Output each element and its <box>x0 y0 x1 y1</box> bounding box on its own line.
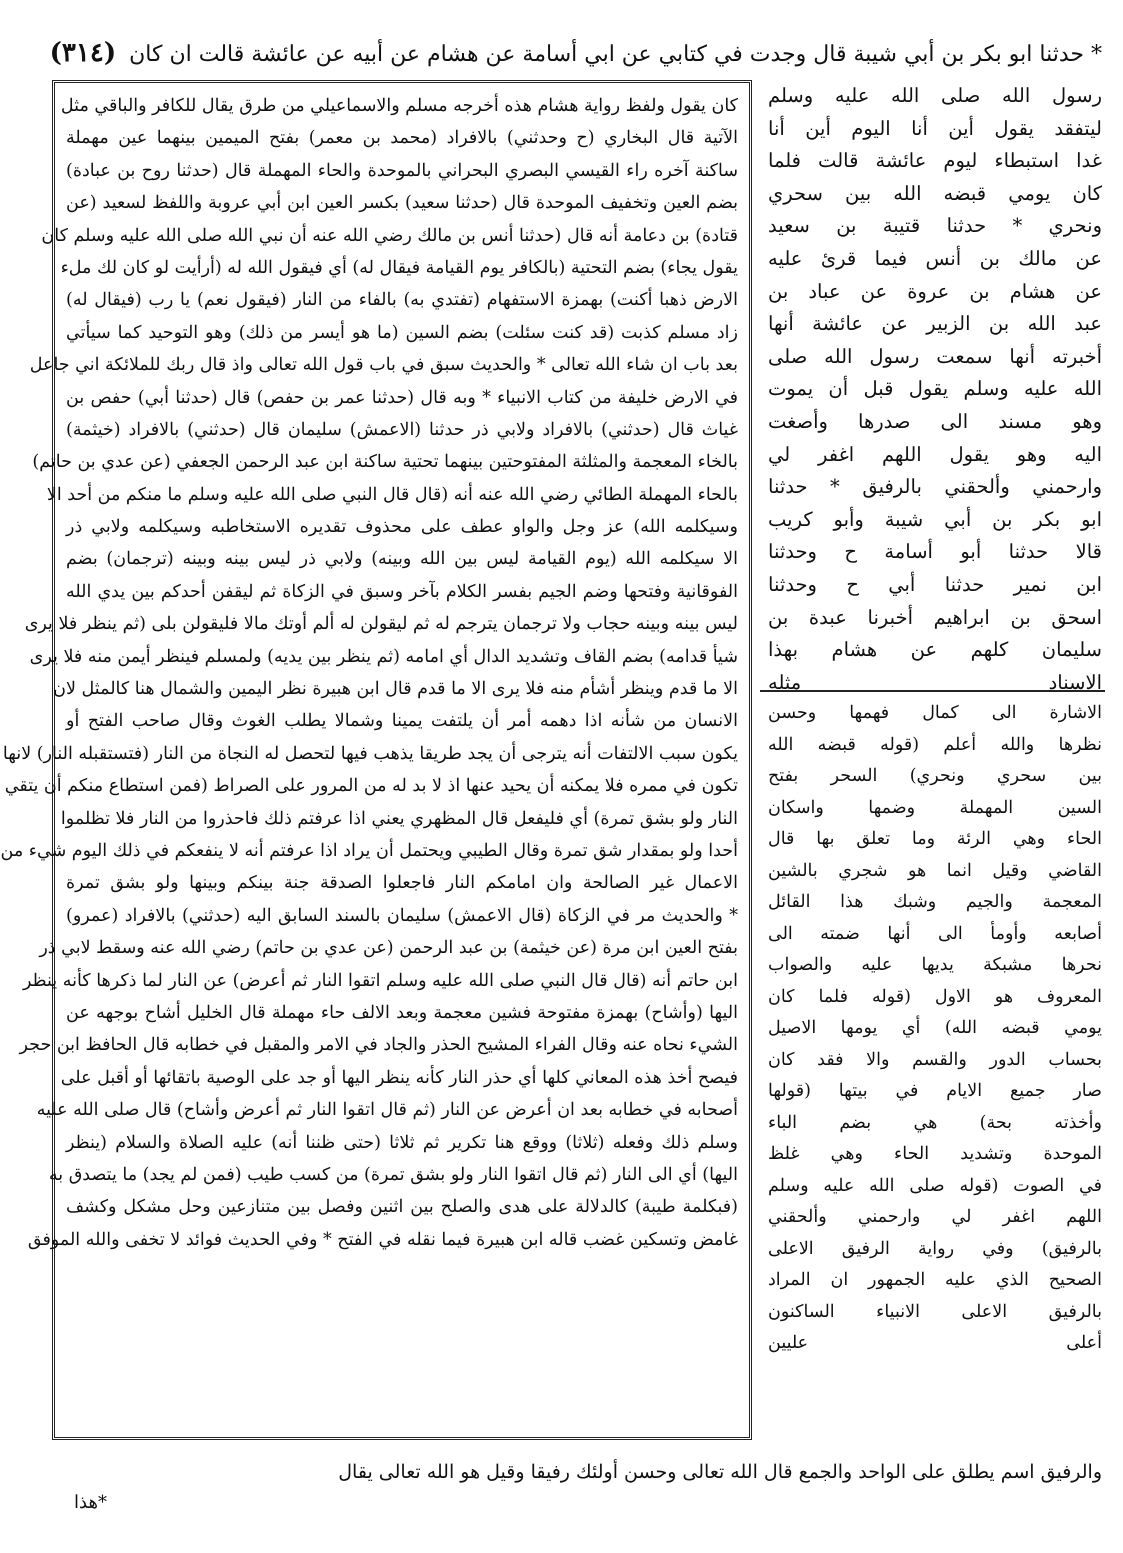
commentary-line: قتادة) بن دعامة أنه قال (حدثنا أنس بن مالك رضي الله عنه أن نبي الله صلى الله عليه وسلم كان <box>41 225 738 246</box>
commentary-line: الاعمال غير الصالحة وان امامكم النار فاجعلوا الصدقة جنة بينكم وبينها ولو بشق تمرة <box>66 873 738 894</box>
note-line: الصحيح الذي عليه الجمهور ان المراد <box>768 1270 1102 1290</box>
commentary-line: * والحديث مر في الزكاة (قال الاعمش) سليمان بالسند السابق اليه (حدثني) بالافراد (عمرو) <box>66 905 738 926</box>
commentary-line: بعد باب ان شاء الله تعالى * والحديث سبق في باب قول الله تعالى واذ قال ربك للملائكة اني جاعل <box>29 355 738 376</box>
hadith-line: ابن نمير حدثنا أبي ح وحدثنا <box>768 572 1102 596</box>
commentary-line: بالخاء المعجمة والمثلثة المفتوحتين بينهما تحتية ساكنة ابن عبد الرحمن الجعفي (عن عدي بن حاتم) <box>32 452 738 473</box>
hadith-line: ابو بكر بن أبي شيبة وأبو كريب <box>768 507 1102 531</box>
commentary-line: الآتية قال البخاري (ح وحدثني) بالافراد (محمد بن معمر) بفتح الميمين بينهما عين مهملة <box>66 128 738 149</box>
hadith-line: الله عليه وسلم يقول قبل أن يموت <box>768 377 1102 401</box>
commentary-line: زاد مسلم كذبت (قد كنت سئلت) بضم السين (ما هو أيسر من ذلك) وهو التوحيد كما سيأتي <box>66 322 738 343</box>
commentary-line: يقول يجاء) بضم التحتية (بالكافر يوم القيامة فيقال له) أي فيقول الله له (أرأيت لو كان لك ملء <box>60 257 738 278</box>
note-line: اللهم اغفر لي وارحمني وألحقني <box>768 1207 1102 1227</box>
commentary-line: بضم العين وتخفيف الموحدة قال (حدثنا سعيد) بكسر العين ابن أبي عروبة واللفظ لسعيد (عن <box>66 193 738 214</box>
hadith-line: وهو مسند الى صدرها وأصغت <box>768 409 1102 433</box>
hadith-line: ونحري * حدثنا قتيبة بن سعيد <box>768 214 1102 238</box>
commentary-line: بفتح العين ابن مرة (عن خيثمة) بن عبد الرحمن (عن عدي بن حاتم) رضي الله عنه وسقط لابي ذر <box>39 938 738 959</box>
hadith-line: عن هشام بن عروة عن عباد بن <box>768 279 1102 303</box>
note-line: المعروف هو الاول (قوله فلما كان <box>768 986 1102 1007</box>
commentary-line: الا ما قدم وينظر أشأم منه فلا يرى الا ما قدم قال ابن هبيرة نظر اليمين والشمال هنا كالمثل لان <box>53 679 738 700</box>
column-divider <box>760 690 1105 692</box>
note-line: نظرها والله أعلم (قوله قبضه الله <box>768 734 1102 755</box>
hadith-line: غدا استبطاء ليوم عائشة قالت فلما <box>768 149 1102 173</box>
note-line: بالرفيق الاعلى الانبياء الساكنون <box>768 1301 1102 1322</box>
note-line: صار جميع الايام في بيتها (قولها <box>768 1081 1102 1101</box>
commentary-line: اليها) أي الى النار (ثم قال اتقوا النار ولو بشق تمرة) من كسب طيب (فمن لم يجد) ما يتصدق به <box>48 1164 738 1185</box>
commentary-line: غياث قال (حدثني) بالافراد ولابي ذر حدثنا (الاعمش) سليمان قال (حدثني) بالافراد (خيثمة) <box>66 419 738 440</box>
hadith-line: رسول الله صلى الله عليه وسلم <box>768 84 1102 107</box>
note-line: بالرفيق) وفي رواية الرفيق الاعلى <box>768 1238 1102 1259</box>
note-line: المعجمة والجيم وشبك هذا القائل <box>768 892 1102 912</box>
commentary-column <box>0 90 738 1430</box>
commentary-line: يكون سبب الالتفات أنه يترجى أن يجد طريقا يذهب فيها لتحصل له النجاة من النار (فتستقبله النار) لانها <box>2 743 738 764</box>
commentary-line: الا سيكلمه الله (يوم القيامة ليس بين الله وبينه) ولابي ذر ليس بينه وبينه (ترجمان) بضم <box>66 549 738 570</box>
commentary-line: بالحاء المهملة الطائي رضي الله عنه أنه (قال قال النبي صلى الله عليه وسلم ما منكم من أحد الا <box>46 484 738 505</box>
commentary-line: غامض وتسكين غضب قاله ابن هبيرة فيما نقله في الفتح * وفي الحديث فوائد لا تخفى والله الموفق <box>27 1229 738 1250</box>
footer-line: والرفيق اسم يطلق على الواحد والجمع قال الله تعالى وحسن أولئك رفيقا وقيل هو الله تعالى يقال <box>338 1461 1102 1483</box>
commentary-line: الفوقانية وفتحها وضم الجيم بفسر الكلام بآخر وسبق في الزكاة ثم ليقفن أحدكم بين يدي الله <box>66 581 738 602</box>
hadith-line: اسحق بن ابراهيم أخبرنا عبدة بن <box>768 605 1102 629</box>
note-line: أصابعه وأومأ الى أنها ضمته الى <box>768 923 1102 944</box>
hadith-line: الاسناد مثله <box>768 670 1102 694</box>
commentary-line: تكون في ممره فلا يمكنه أن يحيد عنها اذ لا بد له من المرور على الصراط (فمن استطاع منكم أن يتقي <box>4 776 738 797</box>
hadith-line: اليه وهو يقول اللهم اغفر لي <box>768 442 1102 466</box>
note-line: في الصوت (قوله صلى الله عليه وسلم <box>768 1175 1102 1196</box>
hadith-text-column <box>768 80 1102 694</box>
commentary-line: وسلم ذلك وفعله (ثلاثا) ووقع هنا تكرير ثم ثلاثا (حتى ظننا أنه) عليه الصلاة والسلام (ينظر <box>66 1132 738 1153</box>
commentary-line: الانسان من شأنه اذا دهمه أمر أن يلتفت يمينا وشمالا يطلب الغوث وقال صاحب الفتح أو <box>66 711 738 732</box>
commentary-line: في الارض خليفة من كتاب الانبياء * وبه قال (حدثنا عمر بن حفص) قال (حدثنا أبي) حفص بن <box>66 387 738 408</box>
hadith-line: ليتفقد يقول أين أنا اليوم أين أنا <box>768 116 1102 140</box>
commentary-line: كان يقول ولفظ رواية هشام هذه أخرجه مسلم والاسماعيلي من طرق يقال للكافر والباقي مثل <box>60 96 738 116</box>
note-line: الموحدة وتشديد الحاء وهي غلظ <box>768 1144 1102 1164</box>
commentary-line: أصحابه في خطابه بعد ان أعرض عن النار (ثم قال اتقوا النار ثم أعرض وأشاح) قال صلى الله عليه <box>36 1100 738 1121</box>
hadith-line: وارحمني وألحقني بالرفيق * حدثنا <box>768 475 1102 499</box>
note-line: أعلى عليين <box>768 1333 1102 1353</box>
commentary-line: فيصح أخذ هذه المعاني كلها أي حذر النار كأنه ينظر اليها أو جد على الوصية باتقائها أو أقبل على <box>60 1067 738 1088</box>
hadith-line: كان يومي قبضه الله بين سحري <box>768 181 1102 205</box>
commentary-line: (فبكلمة طيبة) كالدلالة على هدى والصلح بين اثنين وفصل بين متنازعين وحل مشكل وكشف <box>66 1197 738 1218</box>
commentary-line: الارض ذهبا أكنت) بهمزة الاستفهام (تفتدي به) بالفاء من النار (فيقول نعم) يا رب (فيقال له) <box>66 290 738 311</box>
hadith-line: قالا حدثنا أبو أسامة ح وحدثنا <box>768 540 1102 564</box>
note-line: بحساب الدور والقسم والا فقد كان <box>768 1049 1102 1070</box>
note-line: السين المهملة وضمها واسكان <box>768 797 1102 818</box>
commentary-line: شيأ قدامه) بضم القاف وتشديد الدال أي امامه (ثم ينظر بين يديه) ولمسلم فينظر أيمن منه فلا يرى <box>29 646 738 667</box>
commentary-line: وسيكلمه الله) عز وجل والواو عطف على محذوف تقديره الاستخاطبه وسيكلمه ولابي ذر <box>66 517 738 538</box>
nawawi-commentary-column <box>768 698 1102 1456</box>
note-line: نحرها مشبكة يديها عليه والصواب <box>768 955 1102 975</box>
note-line: بين سحري ونحري) السحر بفتح <box>768 766 1102 786</box>
hadith-line: عبد الله بن الزبير عن عائشة أنها <box>768 312 1102 336</box>
commentary-line: ليس بينه وبينه حجاب ولا ترجمان يترجم له ثم ليقولن له ألم أوتك مالا فليقولن بلى (ثم ينظر فلا يرى <box>24 614 738 635</box>
commentary-line: أحدا ولو بمقدار شق تمرة وقال الطيبي ويحتمل أن يراد اذا عرفتم أنه لا ينفعكم في ذلك اليوم شيء من <box>0 840 738 861</box>
page-number: (٣١٤) <box>49 38 117 68</box>
commentary-line: اليها (وأشاح) بهمزة مفتوحة فشين معجمة وبعد الالف حاء مهملة قال الخليل أشاح بوجهه عن <box>66 1002 738 1023</box>
note-line: الاشارة الى كمال فهمها وحسن <box>768 703 1102 723</box>
page-header <box>49 28 1102 78</box>
hadith-line: عن مالك بن أنس فيما قرئ عليه <box>768 246 1102 270</box>
note-line: يومي قبضه الله) أي يومها الاصيل <box>768 1018 1102 1038</box>
commentary-line: الشيء نحاه عنه وقال الفراء المشيح الحذر والجاد في الامر والمقبل في خطابه قال الحافظ ابن حجر <box>19 1035 738 1056</box>
commentary-line: ساكنة آخره راء القيسي البصري البحراني بالموحدة والحاء المهملة قال (حدثنا روح بن عبادة) <box>66 160 738 181</box>
note-line: القاضي وقيل انما هو شجري بالشين <box>768 860 1102 881</box>
note-line: الحاء وهي الرئة وما تعلق بها قال <box>768 829 1102 849</box>
catchword: *هذا <box>74 1492 107 1513</box>
commentary-line: ابن حاتم أنه (قال قال النبي صلى الله عليه وسلم اتقوا النار ثم أعرض) عن النار لما ذكرها كأنه ينظر <box>22 970 738 991</box>
note-line: وأخذته بحة) هي بضم الباء <box>768 1112 1102 1133</box>
header-text: * حدثنا ابو بكر بن أبي شيبة قال وجدت في كتابي عن ابي أسامة عن هشام عن أبيه عن عائشة قالت ان كان <box>129 42 1102 67</box>
commentary-line: النار ولو بشق تمرة) أي فليفعل قال المظهري يعني اذا عرفتم ذلك فاحذروا من النار فلا تظلموا <box>60 808 738 829</box>
hadith-line: أخبرته أنها سمعت رسول الله صلى <box>768 344 1102 368</box>
hadith-line: سليمان كلهم عن هشام بهذا <box>768 638 1102 662</box>
